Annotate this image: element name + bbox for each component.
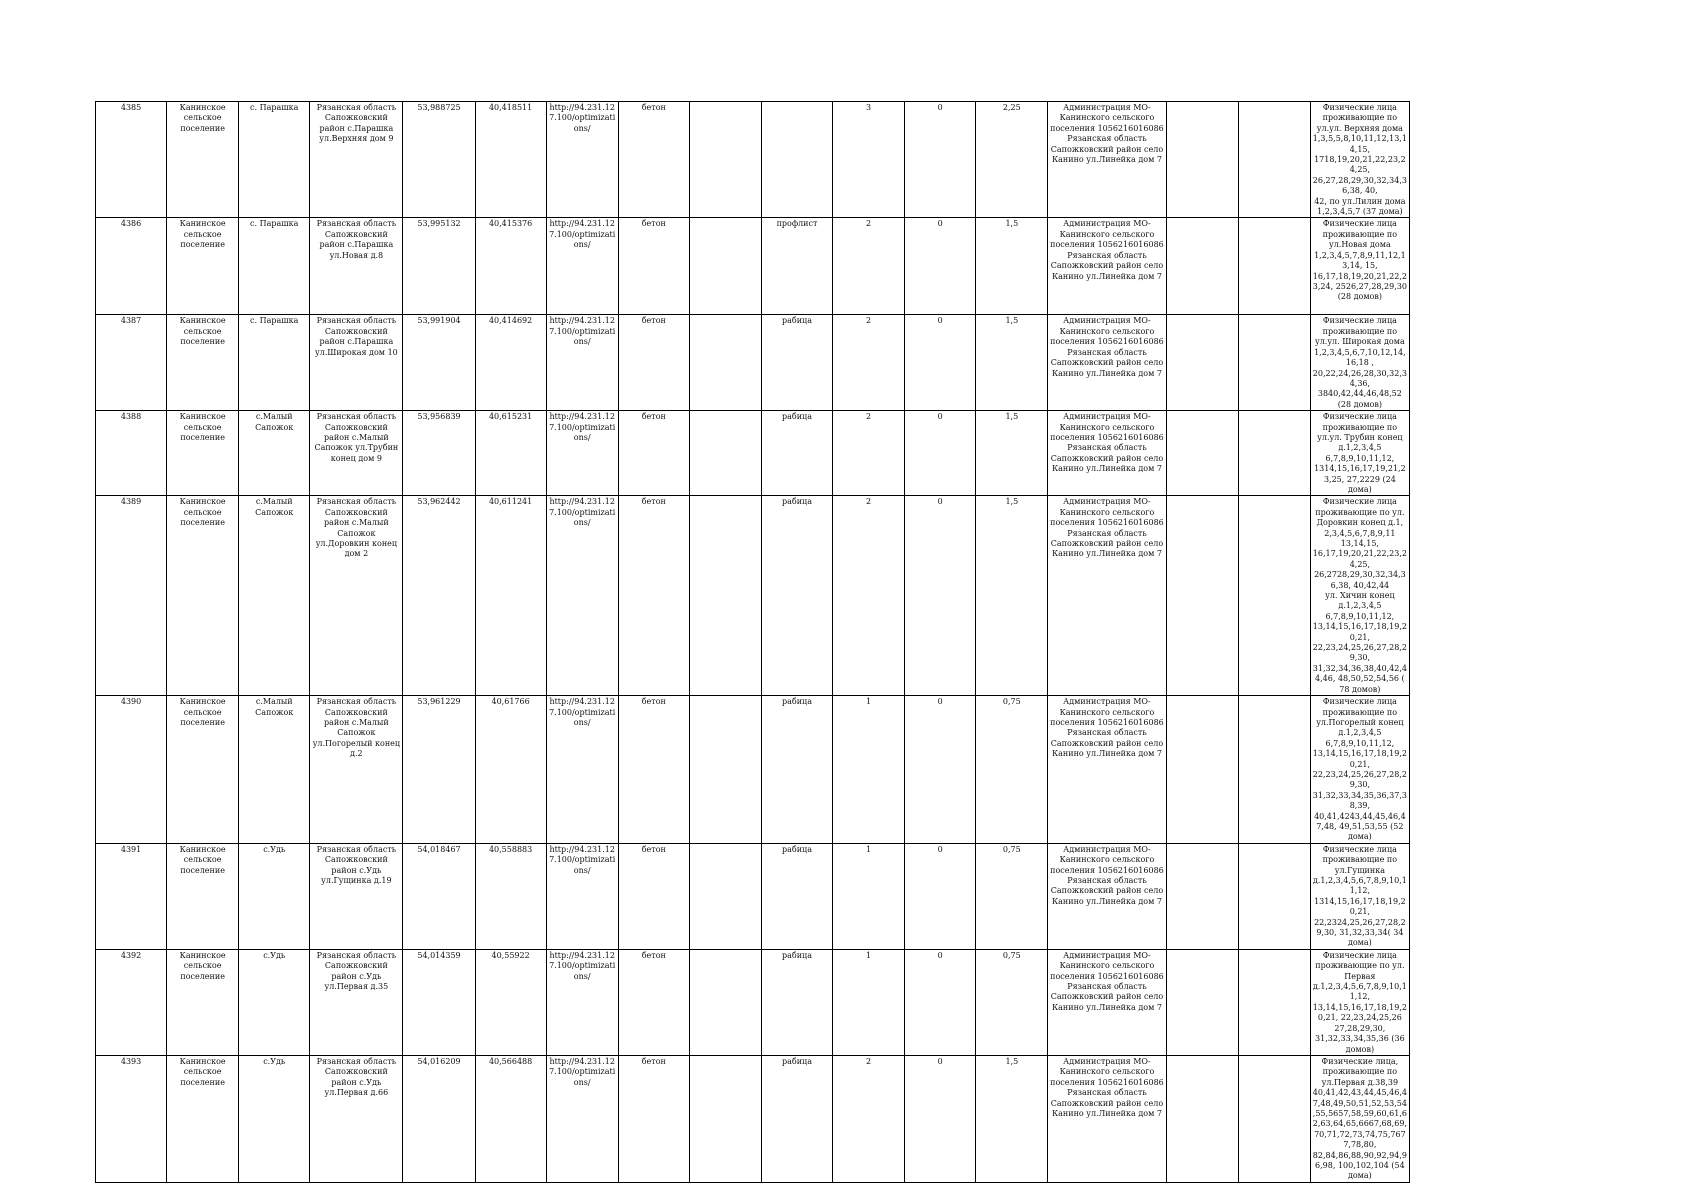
settlement-cell: Канинское сельское поселение: [167, 102, 239, 218]
locality-cell: с.Малый Сапожок: [239, 411, 310, 496]
owner-cell: Администрация МО-Канинского сельского поселения 1056216016086 Рязанская область Сапожковский район село Канино ул.Линейка дом 7: [1048, 315, 1166, 411]
table-row: [96, 696, 1410, 844]
settlement-cell: Канинское сельское поселение: [167, 411, 239, 496]
empty-cell: [1166, 1055, 1238, 1182]
planned-containers-cell: 0: [905, 949, 976, 1055]
waste-sources-cell: Физические лица проживающие по ул.ул. Трубин конец д.1,2,3,4,5 6,7,8,9,10,11,12, 1314,15,16,17,19,21,23,25, 27,2229 (24 дома): [1310, 411, 1409, 496]
settlement-cell: Канинское сельское поселение: [167, 496, 239, 696]
waste-sources-cell: Физические лица проживающие по ул.ул. Верхняя дома 1,3,5,5,8,10,11,12,13,14,15, 1718,19,20,21,22,23,24,25, 26,27,28,29,30,32,34,36,38, 40, 42, по ул.Лилин дома 1,2,3,4,5,7 (37 дома): [1310, 102, 1409, 218]
latitude-cell: 53,995132: [403, 218, 475, 315]
empty-cell: [689, 696, 761, 844]
longitude-cell: 40,418511: [475, 102, 546, 218]
address-cell: Рязанская область Сапожковский район с.Парашка ул.Широкая дом 10: [310, 315, 403, 411]
waste-sources-cell: Физические лица проживающие по ул.ул. Широкая дома 1,2,3,4,5,6,7,10,12,14,16,18 , 20,22,24,26,28,30,32,34,36, 3840,42,44,46,48,52 (28 домов): [1310, 315, 1409, 411]
address-cell: Рязанская область Сапожковский район с.Малый Сапожок ул.Трубин конец дом 9: [310, 411, 403, 496]
volume-cell: 0,75: [976, 843, 1048, 949]
surface-cell: бетон: [618, 696, 689, 844]
table-row: [96, 496, 1410, 696]
table-row: [96, 1055, 1410, 1182]
empty-cell: [689, 843, 761, 949]
locality-cell: с.Малый Сапожок: [239, 496, 310, 696]
empty-cell: [1166, 102, 1238, 218]
address-cell: Рязанская область Сапожковский район с.Удь ул.Гущинка д.19: [310, 843, 403, 949]
empty-cell: [1238, 1055, 1310, 1182]
longitude-cell: 40,611241: [475, 496, 546, 696]
volume-cell: 2,25: [976, 102, 1048, 218]
longitude-cell: 40,55922: [475, 949, 546, 1055]
surface-cell: бетон: [618, 843, 689, 949]
table-row: [96, 411, 1410, 496]
empty-cell: [689, 1055, 761, 1182]
planned-containers-cell: 0: [905, 315, 976, 411]
latitude-cell: 53,988725: [403, 102, 475, 218]
empty-cell: [1166, 696, 1238, 844]
fence-cell: профлист: [761, 218, 832, 315]
latitude-cell: 54,016209: [403, 1055, 475, 1182]
address-cell: Рязанская область Сапожковский район с.Парашка ул.Новая д.8: [310, 218, 403, 315]
locality-cell: с.Удь: [239, 949, 310, 1055]
empty-cell: [689, 949, 761, 1055]
empty-cell: [689, 315, 761, 411]
address-cell: Рязанская область Сапожковский район с.Малый Сапожок ул.Погорелый конец д.2: [310, 696, 403, 844]
row-number-cell: 4392: [96, 949, 167, 1055]
owner-cell: Администрация МО-Канинского сельского поселения 1056216016086 Рязанская область Сапожковский район село Канино ул.Линейка дом 7: [1048, 102, 1166, 218]
table-row: [96, 949, 1410, 1055]
containers-count-cell: 2: [833, 1055, 905, 1182]
locality-cell: с.Удь: [239, 1055, 310, 1182]
empty-cell: [1238, 949, 1310, 1055]
address-cell: Рязанская область Сапожковский район с.Удь ул.Первая д.66: [310, 1055, 403, 1182]
surface-cell: бетон: [618, 411, 689, 496]
row-number-cell: 4389: [96, 496, 167, 696]
containers-count-cell: 1: [833, 949, 905, 1055]
planned-containers-cell: 0: [905, 411, 976, 496]
surface-cell: бетон: [618, 1055, 689, 1182]
map-link-cell: http://94.231.127.100/optimizations/: [546, 218, 618, 315]
row-number-cell: 4385: [96, 102, 167, 218]
containers-count-cell: 1: [833, 696, 905, 844]
table-row: [96, 218, 1410, 315]
empty-cell: [689, 102, 761, 218]
empty-cell: [1238, 843, 1310, 949]
owner-cell: Администрация МО-Канинского сельского поселения 1056216016086 Рязанская область Сапожковский район село Канино ул.Линейка дом 7: [1048, 411, 1166, 496]
owner-cell: Администрация МО-Канинского сельского поселения 1056216016086 Рязанская область Сапожковский район село Канино ул.Линейка дом 7: [1048, 696, 1166, 844]
table-row: [96, 102, 1410, 218]
volume-cell: 1,5: [976, 411, 1048, 496]
surface-cell: бетон: [618, 496, 689, 696]
empty-cell: [1238, 411, 1310, 496]
longitude-cell: 40,415376: [475, 218, 546, 315]
waste-sources-cell: Физические лица проживающие по ул.Погорелый конец д.1,2,3,4,5 6,7,8,9,10,11,12, 13,14,15,16,17,18,19,20,21, 22,23,24,25,26,27,28,29,30, 31,32,33,34,35,36,37,38,39, 40,41,4243,44,45,46,47,48, 49,51,53,55 (52 дома): [1310, 696, 1409, 844]
empty-cell: [689, 496, 761, 696]
map-link-cell: http://94.231.127.100/optimizations/: [546, 696, 618, 844]
empty-cell: [1238, 696, 1310, 844]
containers-count-cell: 2: [833, 411, 905, 496]
settlement-cell: Канинское сельское поселение: [167, 315, 239, 411]
settlement-cell: Канинское сельское поселение: [167, 843, 239, 949]
locality-cell: с.Удь: [239, 843, 310, 949]
container-sites-table: [95, 101, 1410, 1183]
longitude-cell: 40,61766: [475, 696, 546, 844]
planned-containers-cell: 0: [905, 102, 976, 218]
longitude-cell: 40,414692: [475, 315, 546, 411]
empty-cell: [689, 218, 761, 315]
owner-cell: Администрация МО-Канинского сельского поселения 1056216016086 Рязанская область Сапожковский район село Канино ул.Линейка дом 7: [1048, 949, 1166, 1055]
map-link-cell: http://94.231.127.100/optimizations/: [546, 496, 618, 696]
row-number-cell: 4393: [96, 1055, 167, 1182]
latitude-cell: 53,956839: [403, 411, 475, 496]
surface-cell: бетон: [618, 315, 689, 411]
longitude-cell: 40,558883: [475, 843, 546, 949]
fence-cell: рабица: [761, 496, 832, 696]
surface-cell: бетон: [618, 102, 689, 218]
empty-cell: [1166, 411, 1238, 496]
row-number-cell: 4391: [96, 843, 167, 949]
map-link-cell: http://94.231.127.100/optimizations/: [546, 843, 618, 949]
planned-containers-cell: 0: [905, 218, 976, 315]
volume-cell: 1,5: [976, 1055, 1048, 1182]
volume-cell: 0,75: [976, 949, 1048, 1055]
fence-cell: рабица: [761, 696, 832, 844]
locality-cell: с.Малый Сапожок: [239, 696, 310, 844]
row-number-cell: 4386: [96, 218, 167, 315]
volume-cell: 1,5: [976, 218, 1048, 315]
fence-cell: рабица: [761, 949, 832, 1055]
empty-cell: [1166, 315, 1238, 411]
empty-cell: [1238, 102, 1310, 218]
row-number-cell: 4388: [96, 411, 167, 496]
volume-cell: 0,75: [976, 696, 1048, 844]
volume-cell: 1,5: [976, 315, 1048, 411]
waste-sources-cell: Физические лица проживающие по ул.Гущинка д.1,2,3,4,5,6,7,8,9,10,11,12, 1314,15,16,17,18,19,20,21, 22,2324,25,26,27,28,29,30, 31,32,33,34( 34 дома): [1310, 843, 1409, 949]
owner-cell: Администрация МО-Канинского сельского поселения 1056216016086 Рязанская область Сапожковский район село Канино ул.Линейка дом 7: [1048, 218, 1166, 315]
settlement-cell: Канинское сельское поселение: [167, 949, 239, 1055]
latitude-cell: 53,991904: [403, 315, 475, 411]
empty-cell: [1238, 496, 1310, 696]
latitude-cell: 54,018467: [403, 843, 475, 949]
containers-count-cell: 1: [833, 843, 905, 949]
map-link-cell: http://94.231.127.100/optimizations/: [546, 102, 618, 218]
empty-cell: [1166, 949, 1238, 1055]
empty-cell: [1238, 315, 1310, 411]
planned-containers-cell: 0: [905, 843, 976, 949]
fence-cell: [761, 102, 832, 218]
containers-count-cell: 2: [833, 496, 905, 696]
volume-cell: 1,5: [976, 496, 1048, 696]
owner-cell: Администрация МО-Канинского сельского поселения 1056216016086 Рязанская область Сапожковский район село Канино ул.Линейка дом 7: [1048, 843, 1166, 949]
waste-sources-cell: Физические лица, проживающие по ул.Первая д.38,39 40,41,42,43,44,45,46,47,48,49,50,51,52,53,54,55,5657,58,59,60,61,62,63,64,65,6667,68,69,70,71,72,73,74,75,7677,78,80, 82,84,86,88,90,92,94,96,98, 100,102,104 (54 дома): [1310, 1055, 1409, 1182]
row-number-cell: 4387: [96, 315, 167, 411]
fence-cell: рабица: [761, 411, 832, 496]
map-link-cell: http://94.231.127.100/optimizations/: [546, 949, 618, 1055]
address-cell: Рязанская область Сапожковский район с.Малый Сапожок ул.Доровкин конец дом 2: [310, 496, 403, 696]
map-link-cell: http://94.231.127.100/optimizations/: [546, 315, 618, 411]
surface-cell: бетон: [618, 949, 689, 1055]
fence-cell: рабица: [761, 1055, 832, 1182]
table-row: [96, 843, 1410, 949]
planned-containers-cell: 0: [905, 496, 976, 696]
waste-sources-cell: Физические лица проживающие по ул. Первая д.1,2,3,4,5,6,7,8,9,10,11,12, 13,14,15,16,17,18,19,20,21, 22,23,24,25,26 27,28,29,30, 31,32,33,34,35,36 (36 домов): [1310, 949, 1409, 1055]
containers-count-cell: 2: [833, 315, 905, 411]
row-number-cell: 4390: [96, 696, 167, 844]
owner-cell: Администрация МО-Канинского сельского поселения 1056216016086 Рязанская область Сапожковский район село Канино ул.Линейка дом 7: [1048, 496, 1166, 696]
empty-cell: [1166, 218, 1238, 315]
document-page: [95, 101, 1410, 1183]
planned-containers-cell: 0: [905, 1055, 976, 1182]
address-cell: Рязанская область Сапожковский район с.Удь ул.Первая д.35: [310, 949, 403, 1055]
locality-cell: с. Парашка: [239, 218, 310, 315]
longitude-cell: 40,566488: [475, 1055, 546, 1182]
map-link-cell: http://94.231.127.100/optimizations/: [546, 1055, 618, 1182]
locality-cell: с. Парашка: [239, 102, 310, 218]
empty-cell: [1166, 843, 1238, 949]
fence-cell: рабица: [761, 843, 832, 949]
waste-sources-cell: Физические лица проживающие по ул.Новая дома 1,2,3,4,5,7,8,9,11,12,13,14, 15, 16,17,18,19,20,21,22,23,24, 2526,27,28,29,30 (28 домов): [1310, 218, 1409, 315]
empty-cell: [1166, 496, 1238, 696]
latitude-cell: 54,014359: [403, 949, 475, 1055]
containers-count-cell: 2: [833, 218, 905, 315]
locality-cell: с. Парашка: [239, 315, 310, 411]
containers-count-cell: 3: [833, 102, 905, 218]
table-row: [96, 315, 1410, 411]
settlement-cell: Канинское сельское поселение: [167, 1055, 239, 1182]
settlement-cell: Канинское сельское поселение: [167, 696, 239, 844]
surface-cell: бетон: [618, 218, 689, 315]
empty-cell: [1238, 218, 1310, 315]
longitude-cell: 40,615231: [475, 411, 546, 496]
waste-sources-cell: Физические лица проживающие по ул. Доровкин конец д.1, 2,3,4,5,6,7,8,9,11 13,14,15, 16,17,19,20,21,22,23,24,25, 26,2728,29,30,32,34,36,38, 40,42,44 ул. Хичин конец д.1,2,3,4,5 6,7,8,9,10,11,12, 13,14,15,16,17,18,19,20,21, 22,23,24,25,26,27,28,29,30, 31,32,34,36,38,40,42,44,46, 48,50,52,54,56 ( 78 домов): [1310, 496, 1409, 696]
owner-cell: Администрация МО-Канинского сельского поселения 1056216016086 Рязанская область Сапожковский район село Канино ул.Линейка дом 7: [1048, 1055, 1166, 1182]
settlement-cell: Канинское сельское поселение: [167, 218, 239, 315]
empty-cell: [689, 411, 761, 496]
planned-containers-cell: 0: [905, 696, 976, 844]
map-link-cell: http://94.231.127.100/optimizations/: [546, 411, 618, 496]
address-cell: Рязанская область Сапожковский район с.Парашка ул.Верхняя дом 9: [310, 102, 403, 218]
fence-cell: рабица: [761, 315, 832, 411]
latitude-cell: 53,962442: [403, 496, 475, 696]
latitude-cell: 53,961229: [403, 696, 475, 844]
